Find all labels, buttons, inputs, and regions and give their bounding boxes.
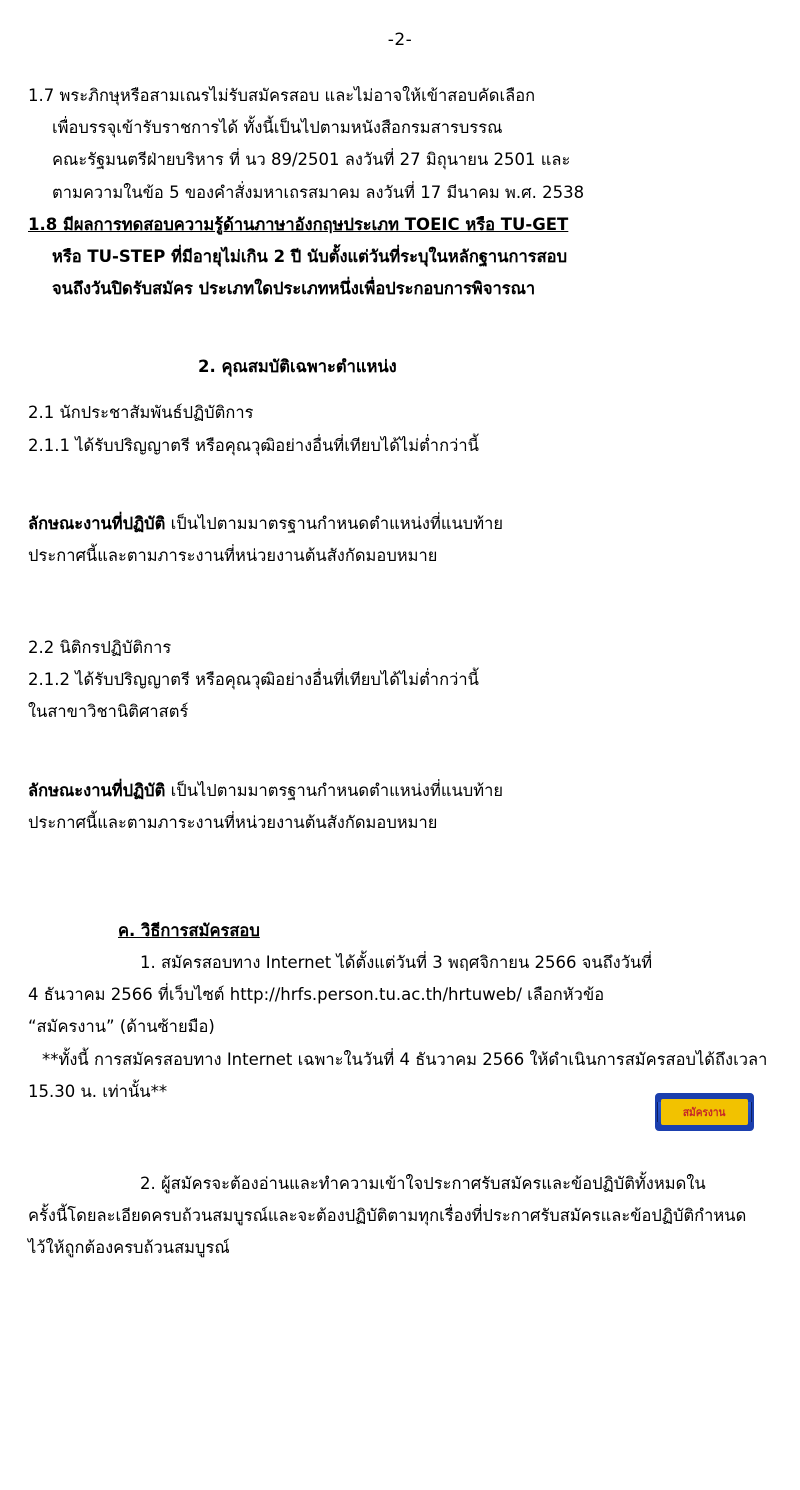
clause-1-7-line-3: คณะรัฐมนตรีฝ่ายบริหาร ที่ นว 89/2501 ลงวันที่ 27 มิถุนายน 2501 และ [52, 150, 571, 170]
clause-1-7-line-2: เพื่อบรรจุเข้ารับราชการได้ ทั้งนี้เป็นไปตามหนังสือกรมสารบรรณ [52, 118, 503, 138]
position-2-2-duty [28, 775, 772, 839]
duty-label: ลักษณะงานที่ปฏิบัติ [28, 780, 166, 800]
spacer [28, 729, 772, 775]
position-2-2-qualification-cont: ในสาขาวิชานิติศาสตร์ [28, 702, 189, 722]
clause-1-7-line-4: ตามความในข้อ 5 ของคำสั่งมหาเถรสมาคม ลงวันที่ 17 มีนาคม พ.ศ. 2538 [52, 182, 585, 202]
spacer [28, 305, 772, 351]
apply-step-1-note-1: **ทั้งนี้ การสมัครสอบทาง Internet เฉพาะในวันที่ 4 ธันวาคม 2566 ให้ดำเนินการสมัครสอบได้ถึงเวลา [42, 1049, 768, 1069]
apply-step-2-line-3: ไว้ให้ถูกต้องครบถ้วนสมบูรณ์ [28, 1238, 230, 1258]
spacer [28, 50, 772, 80]
duty-text-1: เป็นไปตามมาตรฐานกำหนดตำแหน่งที่แนบท้าย [165, 780, 504, 800]
position-2-1-qualification: 2.1.1 ได้รับปริญญาตรี หรือคุณวุฒิอย่างอื่นที่เทียบได้ไม่ต่ำกว่านี้ [28, 435, 479, 455]
spacer [28, 885, 772, 915]
heading-section-c: ค. วิธีการสมัครสอบ [118, 920, 260, 940]
apply-step-1 [28, 947, 772, 1108]
duty-text-1: เป็นไปตามมาตรฐานกำหนดตำแหน่งที่แนบท้าย [165, 513, 504, 533]
apply-step-2 [28, 1168, 772, 1265]
duty-line-1 [28, 775, 772, 807]
spacer [28, 839, 772, 885]
clause-1-7 [28, 80, 772, 209]
spacer [28, 383, 772, 397]
position-2-2-qualification: 2.1.2 ได้รับปริญญาตรี หรือคุณวุฒิอย่างอื่นที่เทียบได้ไม่ต่ำกว่านี้ [28, 670, 479, 690]
apply-step-1-line-2: 4 ธันวาคม 2566 ที่เว็บไซต์ http://hrfs.person.tu.ac.th/hrtuweb/ เลือกหัวข้อ [28, 985, 605, 1005]
clause-1-7-line-1: 1.7 พระภิกษุหรือสามเณรไม่รับสมัครสอบ และไม่อาจให้เข้าสอบคัดเลือก [28, 86, 536, 105]
apply-step-1-note-2: 15.30 น. เท่านั้น** [28, 1081, 168, 1101]
apply-step-1-line-1: 1. สมัครสอบทาง Internet ได้ตั้งแต่วันที่ 3 พฤศจิกายน 2566 จนถึงวันที่ [140, 953, 653, 973]
apply-step-2-line-2: ครั้งนี้โดยละเอียดครบถ้วนสมบูรณ์และจะต้องปฏิบัติตามทุกเรื่องที่ประกาศรับสมัครและข้อปฏิบัติกำหนด [28, 1206, 747, 1226]
document-body [0, 50, 800, 1264]
stamp-label: สมัครงาน [683, 1106, 726, 1119]
position-2-1-title: 2.1 นักประชาสัมพันธ์ปฏิบัติการ [28, 403, 254, 423]
clause-1-8-line-2: หรือ TU-STEP ที่มีอายุไม่เกิน 2 ปี นับตั้งแต่วันที่ระบุในหลักฐานการสอบ [52, 246, 568, 266]
apply-button-stamp[interactable] [655, 1093, 754, 1131]
apply-step-1-line-3: “สมัครงาน” (ด้านซ้ายมือ) [28, 1017, 215, 1037]
spacer [28, 1154, 772, 1168]
position-2-1-duty [28, 508, 772, 572]
clause-1-8-line-1: 1.8 มีผลการทดสอบความรู้ด้านภาษาอังกฤษประเภท TOEIC หรือ TU-GET [28, 214, 569, 234]
duty-label: ลักษณะงานที่ปฏิบัติ [28, 513, 166, 533]
spacer [28, 462, 772, 508]
spacer [28, 572, 772, 618]
stamp-inner [661, 1099, 748, 1125]
spacer [28, 618, 772, 632]
duty-line-1 [28, 508, 772, 540]
duty-line-2: ประกาศนี้และตามภาระงานที่หน่วยงานต้นสังกัดมอบหมาย [28, 812, 438, 832]
duty-line-2: ประกาศนี้และตามภาระงานที่หน่วยงานต้นสังกัดมอบหมาย [28, 545, 438, 565]
clause-1-8-line-3: จนถึงวันปิดรับสมัคร ประเภทใดประเภทหนึ่งเพื่อประกอบการพิจารณา [52, 279, 536, 299]
position-2-2-title: 2.2 นิติกรปฏิบัติการ [28, 638, 172, 658]
page-number: -2- [387, 30, 413, 50]
clause-1-8 [28, 209, 772, 306]
apply-step-2-line-1: 2. ผู้สมัครจะต้องอ่านและทำความเข้าใจประกาศรับสมัครและข้อปฏิบัติทั้งหมดใน [140, 1173, 706, 1193]
heading-section-2: 2. คุณสมบัติเฉพาะตำแหน่ง [198, 357, 397, 377]
